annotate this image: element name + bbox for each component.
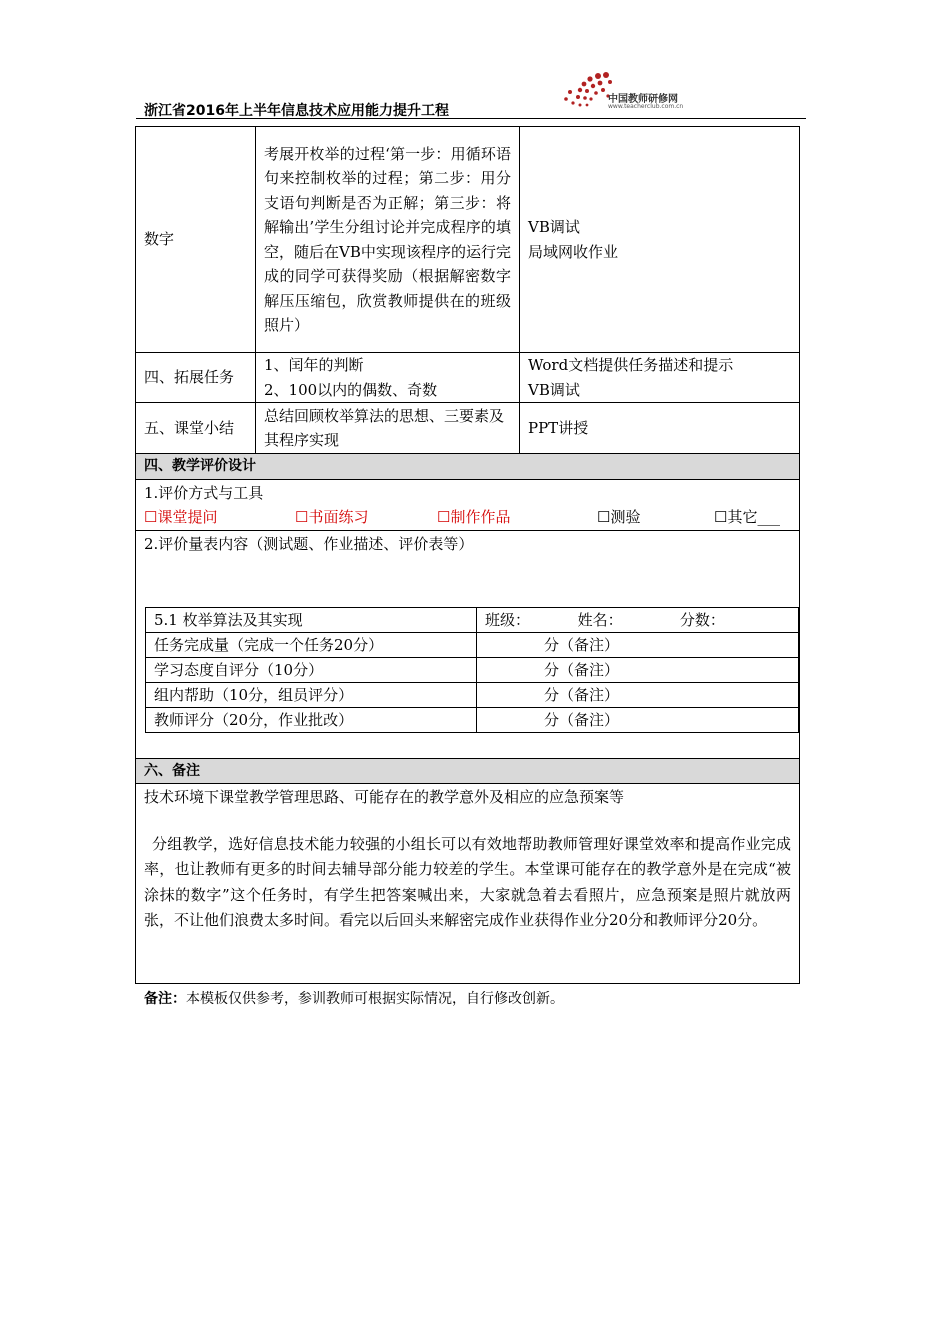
score-item: 学习态度自评分（10分） — [146, 658, 477, 683]
tool-line: Word文档提供任务描述和提示 — [528, 356, 734, 374]
remarks-body: 分组教学，选好信息技术能力较强的小组长可以有效地帮助教师管理好课堂效率和提高作业完成率，也让教师有更多的时间去辅导部分能力较差的学生。本堂课可能存在的教学意外是在完成“被涂抹的数字”这个任务时，有学生把答案喊出来，大家就急着去看照片，应急预案是照片就放两张，不让他们浪费太多时间。看完以后回头来解密完成作业获得作业分20分和教师评分20分。 — [144, 834, 791, 929]
row-label: 四、拓展任务 — [136, 353, 256, 403]
remarks-subtitle: 技术环境下课堂教学管理思路、可能存在的教学意外及相应的应急预案等 — [144, 788, 625, 806]
footer-note — [144, 988, 564, 1008]
score-value: 分（备注） — [477, 633, 799, 658]
score-table-header — [146, 608, 799, 633]
score-row — [146, 633, 799, 658]
score-table-title: 5.1 枚举算法及其实现 — [146, 608, 477, 633]
remarks-body-row — [136, 784, 800, 984]
row-label: 数字 — [136, 127, 256, 353]
tool-line: VB调试 — [528, 218, 580, 236]
remarks-section-title: 六、备注 — [136, 758, 800, 784]
header-title: 浙江省2016年上半年信息技术应用能力提升工程 — [144, 103, 449, 119]
score-table-header-right: 班级： 姓名： 分数： — [477, 608, 799, 633]
logo-url: www.teacherclub.com.cn — [608, 103, 684, 110]
option-classroom-question[interactable]: ☐课堂提问 — [144, 508, 218, 526]
row-label: 五、课堂小结 — [136, 403, 256, 454]
row-tuozhan — [136, 353, 800, 403]
footer-note-text: 本模板仅供参考，参训教师可根据实际情况，自行修改创新。 — [186, 991, 564, 1007]
row-content — [256, 353, 520, 403]
option-test[interactable]: ☐测验 — [597, 508, 641, 526]
row-content: 总结回顾枚举算法的思想、三要素及其程序实现 — [256, 403, 520, 454]
row-shuzi — [136, 127, 800, 353]
evaluation-options — [144, 505, 791, 529]
row-tools — [520, 353, 800, 403]
score-item: 任务完成量（完成一个任务20分） — [146, 633, 477, 658]
score-item: 教师评分（20分，作业批改） — [146, 708, 477, 733]
evaluation-methods-cell — [136, 479, 800, 530]
remarks-cell — [136, 784, 800, 984]
evaluation-scale-cell — [136, 530, 800, 758]
score-row — [146, 708, 799, 733]
row-tools — [520, 127, 800, 353]
tool-line: 局域网收作业 — [528, 242, 619, 261]
remarks-header-row — [136, 758, 800, 784]
evaluation-scale-row — [136, 530, 800, 758]
score-row — [146, 658, 799, 683]
row-xiaojie — [136, 403, 800, 454]
option-other[interactable]: ☐其它___ — [714, 508, 780, 526]
evaluation-section-title: 四、教学评价设计 — [136, 454, 800, 480]
evaluation-item2-title: 2.评价量表内容（测试题、作业描述、评价表等） — [144, 534, 474, 553]
content-line: 2、100以内的偶数、奇数 — [264, 380, 438, 399]
evaluation-header-row — [136, 454, 800, 480]
score-table — [145, 607, 799, 733]
score-item: 组内帮助（10分，组员评分） — [146, 683, 477, 708]
option-make-work[interactable]: ☐制作作品 — [437, 508, 511, 526]
content-line: 1、闰年的判断 — [264, 356, 364, 374]
score-value: 分（备注） — [477, 683, 799, 708]
evaluation-methods-row — [136, 479, 800, 530]
row-content: 考展开枚举的过程‘第一步：用循环语句来控制枚举的过程；第二步：用分支语句判断是否为正解；第三步：将解输出’学生分组讨论并完成程序的填空，随后在VB中实现该程序的运行完成的同学可获得奖励（根据解密数字解压压缩包，欣赏教师提供在的班级照片） — [256, 127, 520, 353]
header-divider — [136, 118, 806, 119]
footer-note-label: 备注： — [144, 991, 186, 1007]
score-value: 分（备注） — [477, 708, 799, 733]
evaluation-item1-title: 1.评价方式与工具 — [144, 483, 264, 502]
logo-text: 中国教师研修网 — [608, 94, 678, 105]
score-value: 分（备注） — [477, 658, 799, 683]
lesson-plan-table — [135, 126, 800, 984]
score-row — [146, 683, 799, 708]
option-written-exercise[interactable]: ☐书面练习 — [295, 508, 369, 526]
row-tools: PPT讲授 — [520, 403, 800, 454]
tool-line: VB调试 — [528, 380, 580, 399]
